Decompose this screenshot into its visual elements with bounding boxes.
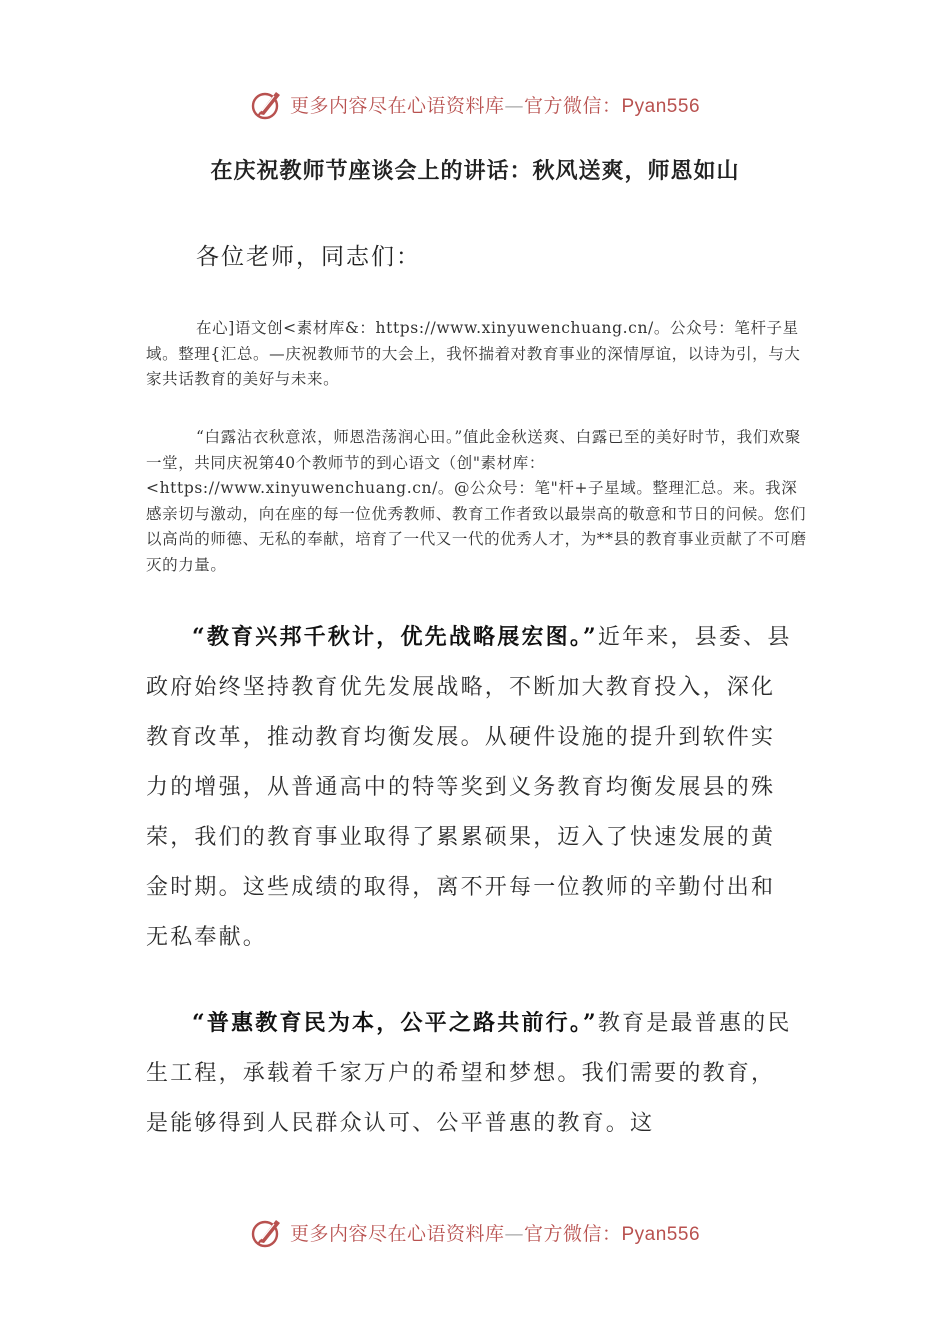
paragraph-education-priority [146,612,798,963]
banner-label: 官方微信： [523,1222,622,1245]
salutation: 各位老师，同志们： [196,244,421,270]
quill-pen-logo-icon [250,1215,284,1249]
banner-text [290,91,700,118]
banner-handle: Pyan556 [621,1223,701,1245]
paragraph-greeting: “白露沾衣秋意浓，师恩浩荡润心田。”值此金秋送爽、白露已至的美好时节，我们欢聚一堂，共同庆祝第40个教师节的到心语文（创"素材库：<https://www.xinyuwenchuang.cn/。@公众号：笔"杆+子星域。整理汇总。来。我深感亲切与激动，向在座的每一位优秀教师、教育工作者致以最崇高的敬意和节日的问候。您们以高尚的师德、无私的奉献，培育了一代又一代的优秀人才，为**县的教育事业贡献了不可磨灭的力量。 [146,428,807,574]
paragraph-body: 教育是最普惠的民生工程，承载着千家万户的希望和梦想。我们需要的教育，是能够得到人民群众认可、公平普惠的教育。这 [146,1011,792,1136]
banner-main-text: 更多内容尽在心语资料库 [289,1222,505,1245]
document-title: 在庆祝教师节座谈会上的讲话：秋风送爽，师恩如山 [210,158,740,184]
banner-dash: — [504,1222,524,1245]
paragraph-lead: “普惠教育民为本，公平之路共前行。” [192,1010,598,1036]
footer-banner [0,1212,950,1252]
paragraph-body: 近年来，县委、县政府始终坚持教育优先发展战略，不断加大教育投入，深化教育改革，推动教育均衡发展。从硬件设施的提升到软件实力的增强，从普通高中的特等奖到义务教育均衡发展县的殊荣，我们的教育事业取得了累累硕果，迈入了快速发展的黄金时期。这些成绩的取得，离不开每一位教师的辛勤付出和无私奉献。 [146,625,792,950]
banner-text [290,1219,700,1246]
quill-pen-logo-icon [250,87,284,121]
banner-label: 官方微信： [523,94,622,117]
paragraph-lead: “教育兴邦千秋计，优先战略展宏图。” [192,624,598,650]
paragraph-intro: 在心]语文创<素材库&：https://www.xinyuwenchuang.cn/。公众号：笔杆子星域。整理{汇总。—庆祝教师节的大会上，我怀揣着对教育事业的深情厚谊，以诗为引，与大家共话教育的美好与未来。 [146,319,801,388]
banner-handle: Pyan556 [621,95,701,117]
banner-dash: — [504,94,524,117]
banner-main-text: 更多内容尽在心语资料库 [289,94,505,117]
paragraph-education-equity [146,998,798,1149]
header-banner [0,84,950,124]
